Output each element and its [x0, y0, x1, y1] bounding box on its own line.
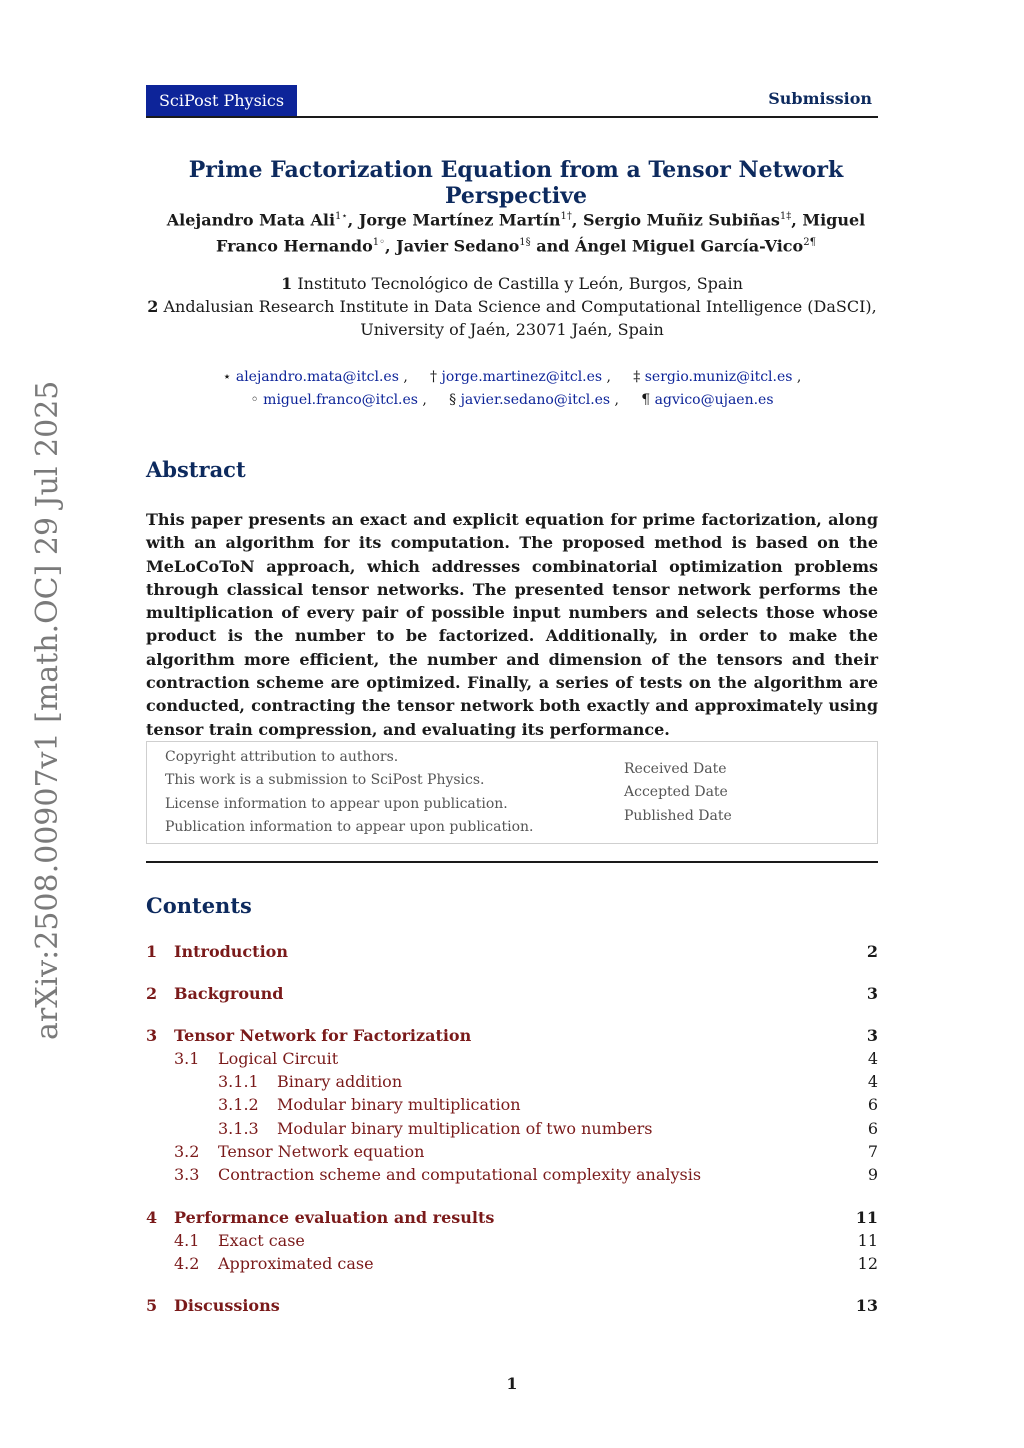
info-submission: This work is a submission to SciPost Physics.: [165, 772, 485, 789]
author-name: Miguel Franco Hernando: [216, 210, 866, 256]
author-name: Sergio Muñiz Subiñas: [583, 210, 780, 230]
author-sup: 1†: [560, 211, 572, 222]
email-line-1: ⋆ alejandro.mata@itcl.es , † jorge.martinez@itcl.es , ‡ sergio.muniz@itcl.es ,: [222, 369, 802, 385]
email-link[interactable]: jorge.martinez@itcl.es: [441, 369, 603, 385]
accepted-date: Accepted Date: [624, 784, 728, 801]
toc-page: 2: [866, 942, 878, 961]
affiliation-2-cont: University of Jaén, 23071 Jaén, Spain: [360, 320, 664, 339]
toc-page: 11: [855, 1208, 878, 1227]
toc-label: Tensor Network equation: [218, 1142, 425, 1161]
email-link[interactable]: miguel.franco@itcl.es: [263, 392, 418, 408]
toc-label: Logical Circuit: [218, 1049, 339, 1068]
affiliation-2: [146, 295, 878, 318]
toc-label: Introduction: [174, 942, 288, 961]
toc-page: 6: [867, 1095, 878, 1114]
author-sup: 1⋆: [335, 211, 348, 222]
toc-entry[interactable]: [146, 1252, 878, 1275]
affiliation-text: Andalusian Research Institute in Data Science and Computational Intelligence (DaSCI),: [163, 297, 877, 316]
email-symbol: §: [449, 392, 457, 408]
author-name: Ángel Miguel García-Vico: [574, 236, 804, 256]
toc-number: 3.2: [174, 1142, 200, 1161]
info-right-column: [624, 758, 732, 828]
email-link[interactable]: alejandro.mata@itcl.es: [235, 369, 399, 385]
author-sup: 1§: [519, 237, 531, 249]
toc-label: Exact case: [218, 1231, 305, 1250]
email-line-2: ◦ miguel.franco@itcl.es , § javier.sedano@itcl.es , ¶ agvico@ujaen.es: [250, 392, 774, 408]
toc-number: 3: [146, 1026, 158, 1045]
toc-number: 3.1.2: [218, 1095, 259, 1114]
toc-label: Approximated case: [218, 1254, 374, 1273]
toc-number: 3.1.1: [218, 1072, 259, 1091]
toc-number: 4: [146, 1208, 158, 1227]
toc-number: 3.1: [174, 1049, 200, 1068]
author-name: Alejandro Mata Ali: [166, 210, 336, 230]
toc-entry[interactable]: [146, 1024, 878, 1047]
email-link[interactable]: agvico@ujaen.es: [654, 392, 774, 408]
toc-number: 3.3: [174, 1165, 200, 1184]
toc-page: 3: [866, 984, 878, 1003]
arxiv-stamp: arXiv:2508.00907v1 [math.OC] 29 Jul 2025: [30, 380, 65, 1040]
author-separator: ,: [347, 210, 359, 230]
email-symbol: †: [430, 369, 438, 385]
info-left-column: [165, 746, 533, 840]
email-link[interactable]: javier.sedano@itcl.es: [460, 392, 611, 408]
author-sup: 2¶: [803, 237, 816, 249]
toc-number: 1: [146, 942, 158, 961]
affiliation-1: [146, 272, 878, 295]
author-name: Javier Sedano: [396, 236, 520, 256]
affiliation-number: 1: [281, 274, 293, 293]
toc-number: 4.1: [174, 1231, 200, 1250]
toc-page: 11: [857, 1231, 878, 1250]
abstract-heading: Abstract: [146, 457, 246, 482]
email-symbol: ◦: [250, 392, 259, 408]
author-line-1: [146, 205, 886, 258]
toc-label: Binary addition: [277, 1072, 403, 1091]
author-separator: ,: [571, 210, 583, 230]
toc-entry[interactable]: [146, 940, 878, 963]
toc-entry[interactable]: [146, 1047, 878, 1070]
toc-label: Tensor Network for Factorization: [174, 1026, 472, 1045]
toc-page: 12: [857, 1254, 878, 1273]
toc-page: 7: [867, 1142, 878, 1161]
toc-label: Contraction scheme and computational complexity analysis: [218, 1165, 702, 1184]
toc-number: 4.2: [174, 1254, 200, 1273]
author-separator: and: [530, 236, 575, 256]
email-symbol: ¶: [641, 392, 651, 408]
toc-label: Background: [174, 984, 284, 1003]
email-symbol: ⋆: [222, 369, 232, 385]
info-license: License information to appear upon publication.: [165, 795, 508, 812]
submission-label: Submission: [768, 89, 872, 108]
email-link[interactable]: sergio.muniz@itcl.es: [644, 369, 793, 385]
affiliation-number: 2: [147, 297, 159, 316]
info-publication: Publication information to appear upon publication.: [165, 819, 534, 836]
published-date: Published Date: [624, 807, 732, 824]
toc-entry[interactable]: [146, 1294, 878, 1317]
toc-entry[interactable]: [146, 1070, 878, 1093]
toc-number: 3.1.3: [218, 1119, 259, 1138]
author-name: Jorge Martínez Martín: [358, 210, 561, 230]
abstract-text: This paper presents an exact and explicit equation for prime factorization, along with an algorithm for its computation. The proposed method is based on the MeLoCoToN approach, which addresses combinatorial optimization problems through classical tensor networks. The presented tensor network performs the multiplication of every pair of possible input numbers and selects those whose product is the number to be factorized. Additionally, in order to make the algorithm more efficient, the number and dimension of the tensors and their contraction scheme are optimized. Finally, a series of tests on the algorithm are conducted, contracting the tensor network both exactly and approximately using tensor train compression, and evaluating its performance.: [146, 510, 878, 739]
toc-label: Discussions: [174, 1296, 280, 1315]
toc-entry[interactable]: [146, 982, 878, 1005]
toc-page: 3: [866, 1026, 878, 1045]
toc-entry[interactable]: [146, 1117, 878, 1140]
page-number: 1: [506, 1374, 518, 1393]
email-symbol: ‡: [633, 369, 641, 385]
toc-page: 13: [855, 1296, 878, 1315]
toc-page: 6: [867, 1119, 878, 1138]
author-sup: 1◦: [372, 237, 386, 249]
toc-label: Performance evaluation and results: [174, 1208, 495, 1227]
author-separator: ,: [385, 236, 397, 256]
toc-entry[interactable]: [146, 1093, 878, 1116]
toc-label: Modular binary multiplication of two numbers: [277, 1119, 653, 1138]
toc-entry[interactable]: [146, 1163, 878, 1186]
author-list: [146, 205, 886, 258]
toc-label: Modular binary multiplication: [277, 1095, 521, 1114]
toc-entry[interactable]: [146, 1206, 878, 1229]
toc-number: 2: [146, 984, 158, 1003]
toc-entry[interactable]: [146, 1140, 878, 1163]
toc-number: 5: [146, 1296, 158, 1315]
journal-badge: SciPost Physics: [146, 85, 297, 116]
section-rule: [146, 861, 878, 863]
received-date: Received Date: [624, 761, 727, 777]
publication-info-box: [146, 741, 878, 844]
contents-heading: Contents: [146, 893, 252, 918]
affiliation-text: Instituto Tecnológico de Castilla y León, Burgos, Spain: [297, 274, 743, 293]
author-sup: 1‡: [779, 211, 792, 222]
paper-title: Prime Factorization Equation from a Tensor Network Perspective: [188, 157, 844, 209]
toc-page: 4: [867, 1049, 878, 1068]
toc-page: 9: [867, 1165, 878, 1184]
author-separator: ,: [791, 210, 803, 230]
toc-page: 4: [867, 1072, 878, 1091]
info-copyright: Copyright attribution to authors.: [165, 749, 399, 765]
toc-entry[interactable]: [146, 1229, 878, 1252]
header-rule: [146, 116, 878, 118]
